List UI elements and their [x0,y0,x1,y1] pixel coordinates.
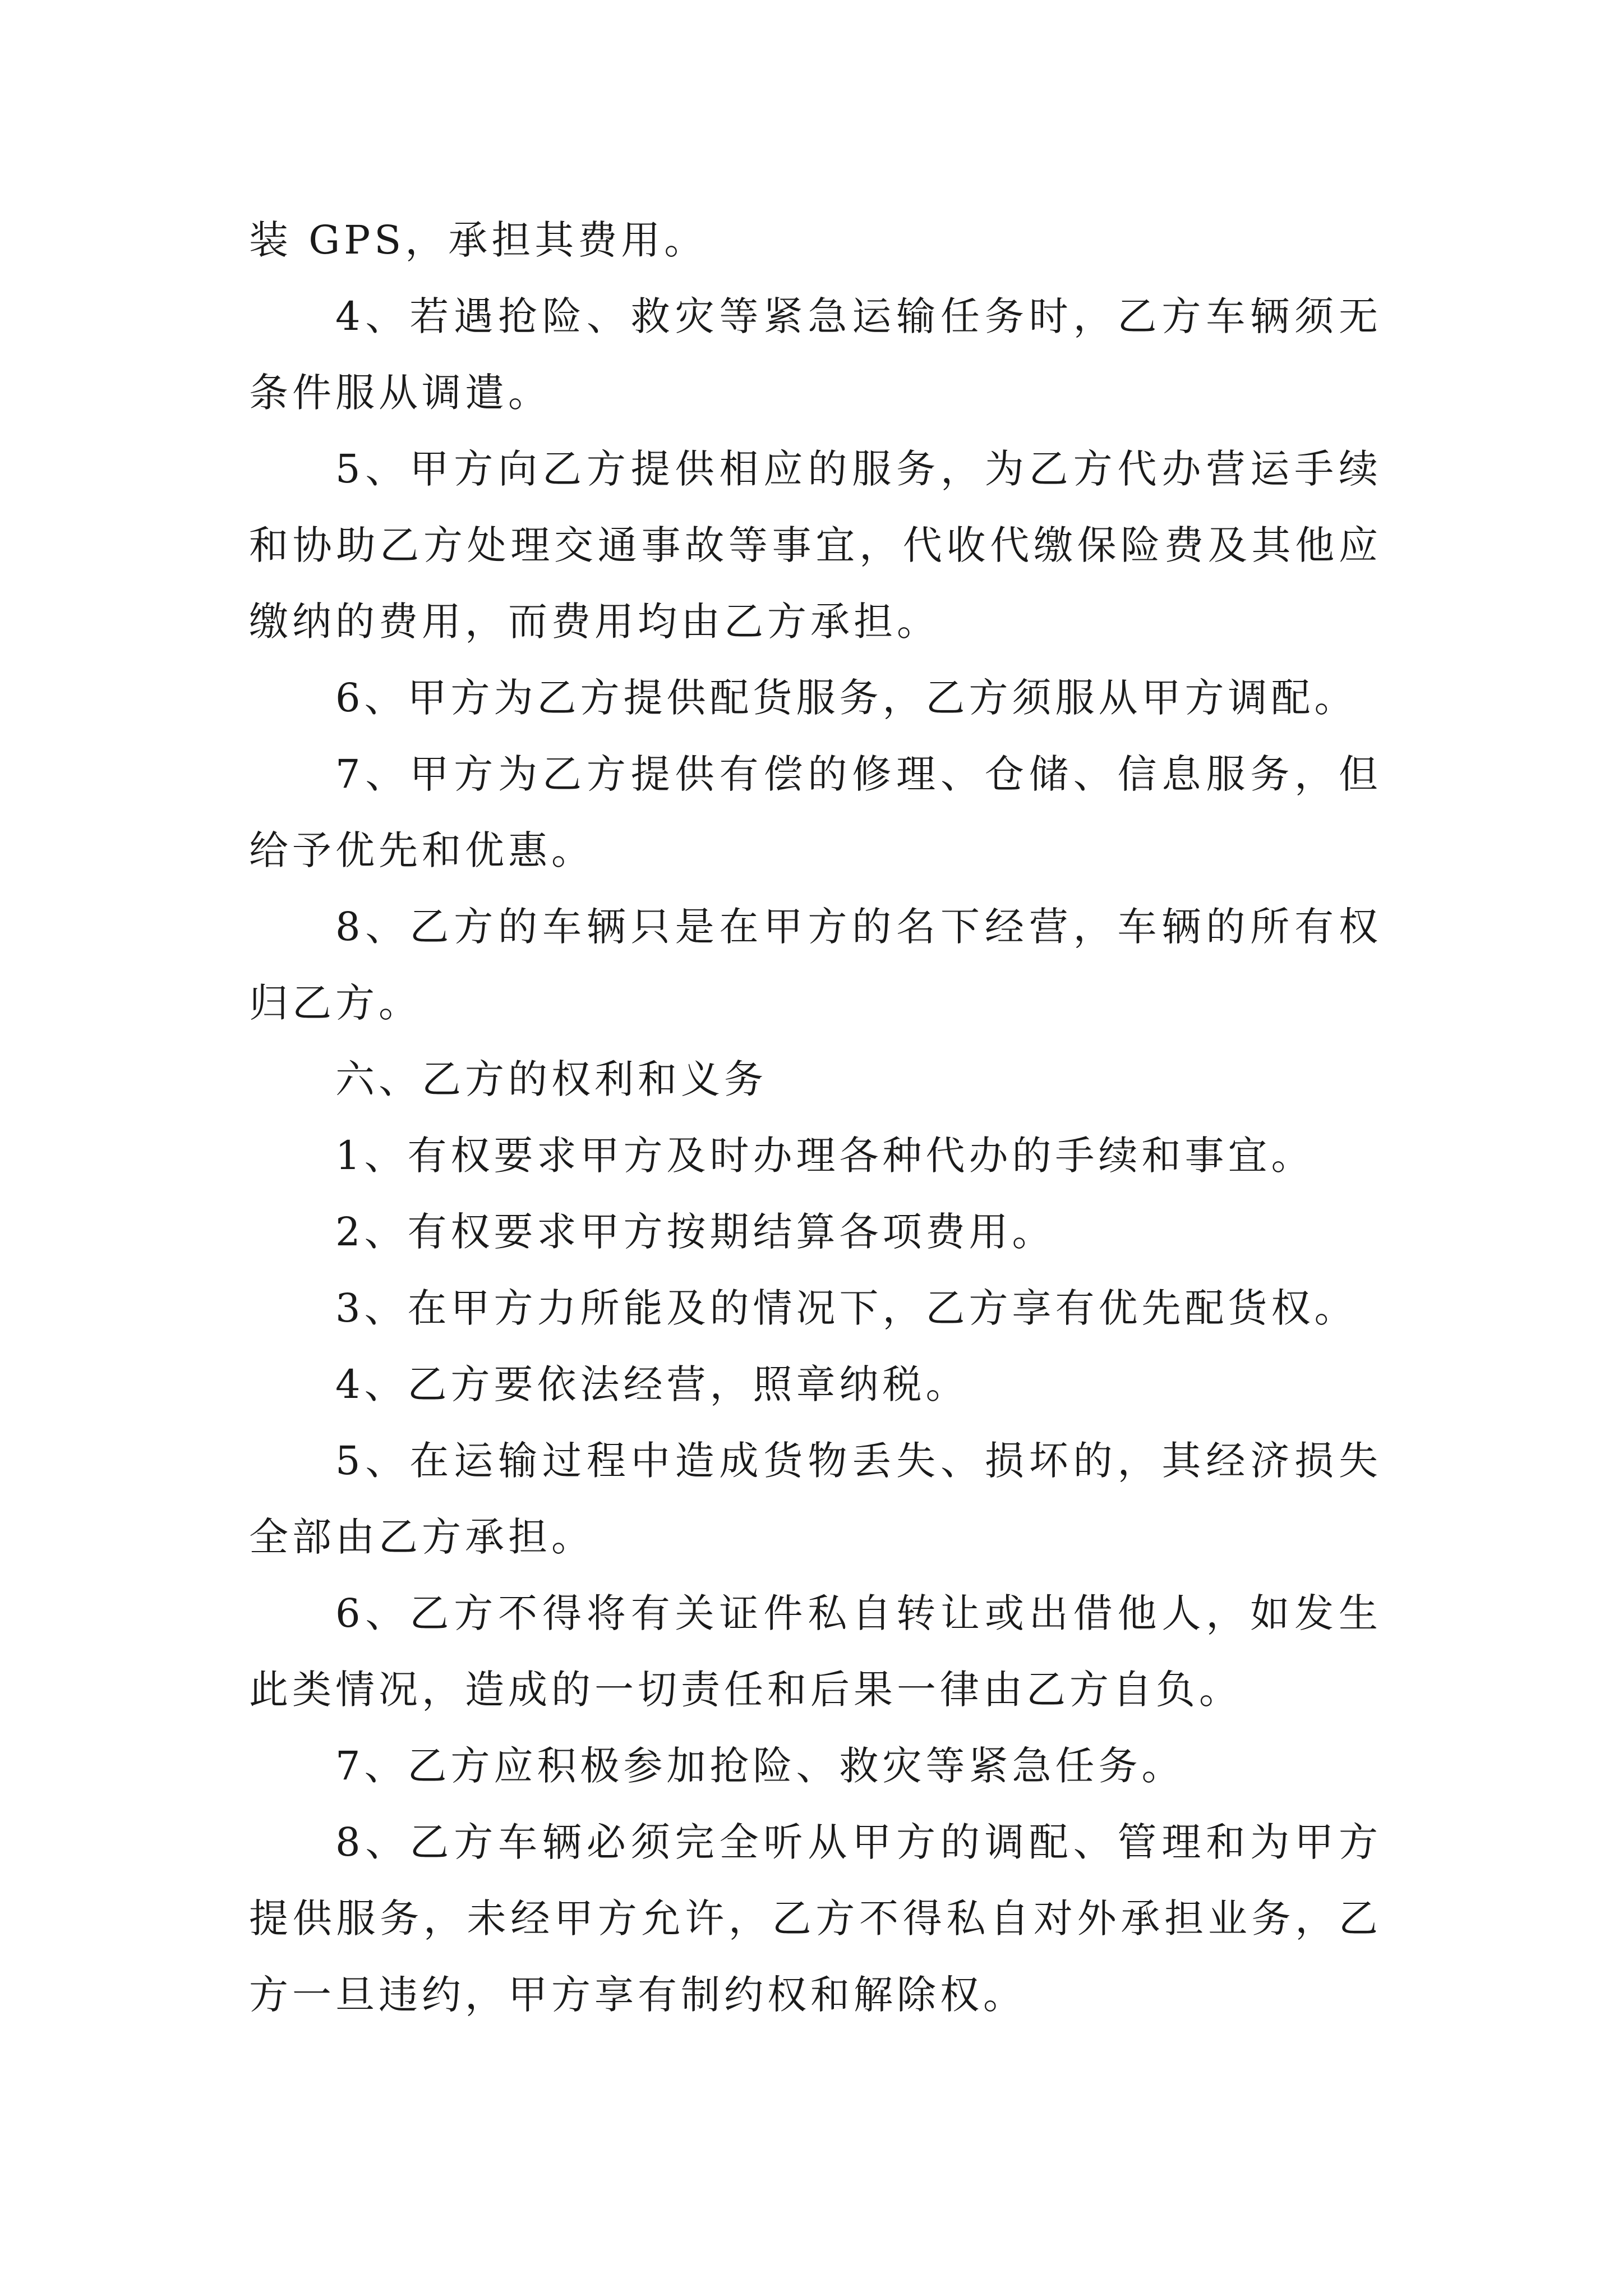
paragraph-item-7: 7、甲方为乙方提供有偿的修理、仓储、信息服务，但给予优先和优惠。 [249,751,1382,873]
paragraph-right-3: 3、在甲方力所能及的情况下，乙方享有优先配货权。 [335,1285,1358,1331]
section-heading: 六、乙方的权利和义务 [335,1056,767,1102]
paragraph-right-2: 2、有权要求甲方按期结算各项费用。 [335,1209,1055,1255]
paragraph-right-4: 4、乙方要依法经营，照章纳税。 [335,1361,969,1407]
document-body [249,202,1382,2033]
paragraph-item-6: 6、甲方为乙方提供配货服务，乙方须服从甲方调配。 [335,675,1358,721]
paragraph-right-8: 8、乙方车辆必须完全听从甲方的调配、管理和为甲方提供服务，未经甲方允许，乙方不得私自对外承担业务，乙方一旦违约，甲方享有制约权和解除权。 [249,1819,1382,2018]
paragraph-item-8: 8、乙方的车辆只是在甲方的名下经营，车辆的所有权归乙方。 [249,904,1382,1026]
paragraph-right-5: 5、在运输过程中造成货物丢失、损坏的，其经济损失全部由乙方承担。 [249,1438,1382,1560]
paragraph-right-7: 7、乙方应积极参加抢险、救灾等紧急任务。 [335,1743,1185,1789]
paragraph-item-5: 5、甲方向乙方提供相应的服务，为乙方代办营运手续和协助乙方处理交通事故等事宜，代收代缴保险费及其他应缴纳的费用，而费用均由乙方承担。 [249,446,1382,645]
paragraph-right-1: 1、有权要求甲方及时办理各种代办的手续和事宜。 [335,1133,1315,1179]
paragraph-item-4: 4、若遇抢险、救灾等紧急运输任务时，乙方车辆须无条件服从调遣。 [249,293,1382,416]
paragraph-right-6: 6、乙方不得将有关证件私自转让或出借他人，如发生此类情况，造成的一切责任和后果一律由乙方自负。 [249,1590,1382,1713]
paragraph-continuation: 装 GPS，承担其费用。 [249,217,708,263]
